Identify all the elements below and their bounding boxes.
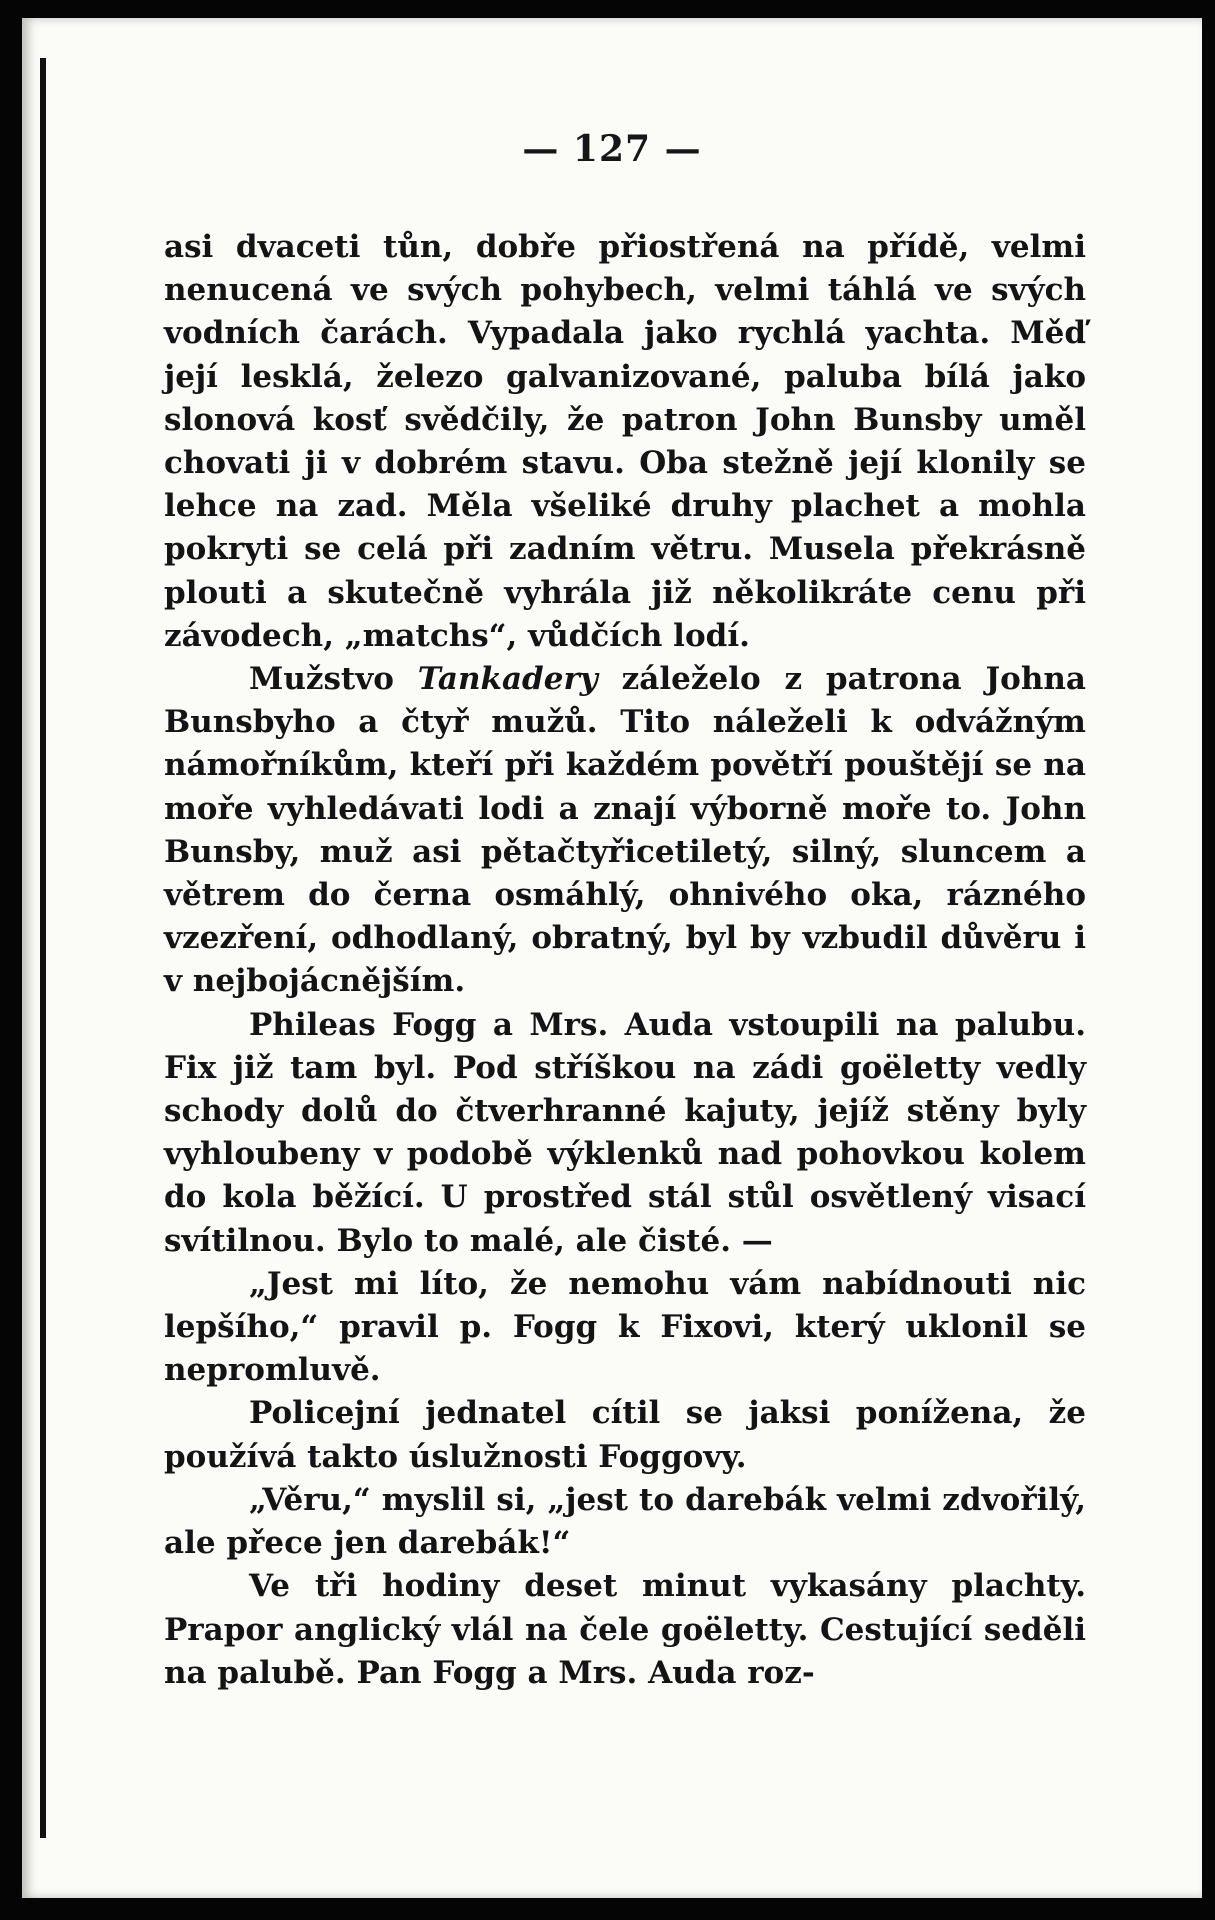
paragraph: asi dvaceti tůn, dobře přiostřená na přídě, velmi nenucená ve svých pohybech, velmi táhlá ve svých vodních čarách. Vypadala jako rychlá yachta. Měď její lesklá, železo galvanizované, paluba bílá jako slonová kosť svědčily, že patron John Bunsby uměl chovati ji v dobrém stavu. Oba stežně její klonily se lehce na zad. Měla všeliké druhy plachet a mohla pokryti se celá při zadním větru. Musela překrásně plouti a skutečně vyhrála již několikráte cenu při závodech, „matchs“, vůdčích lodí. <box>164 229 1086 654</box>
paragraph-text: záleželo z patrona Johna Bunsbyho a čtyř mužů. Tito náleželi k odvážným námořníkům, kteří při každém povětří pouštějí se na moře vyhledávati lodi a znají výborně moře to. John Bunsby, muž asi pětačtyřicetiletý, silný, sluncem a větrem do černa osmáhlý, ohnivého oka, rázného vzezření, odhodlaný, obratný, byl by vzbudil důvěru i v nejbojácnějším. <box>164 661 1086 1000</box>
paragraph-text: Mužstvo <box>249 661 418 698</box>
paragraph: Ve tři hodiny deset minut vykasány plachty. Prapor anglický vlál na čele goëletty. Cestující seděli na palubě. Pan Fogg a Mrs. Auda roz- <box>164 1568 1086 1691</box>
paragraph: „Jest mi líto, že nemohu vám nabídnouti nic lepšího,“ pravil p. Fogg k Fixovi, který uklonil se nepromluvě. <box>164 1265 1086 1389</box>
paragraph: Phileas Fogg a Mrs. Auda vstoupili na palubu. Fix již tam byl. Pod stříškou na zádi goëletty vedly schody dolů do čtverhranné kajuty, jejíž stěny byly vyhloubeny v podobě výklenků nad pohovkou kolem do kola běžící. U prostřed stál stůl osvětlený visací svítilnou. Bylo to malé, ale čisté. — <box>164 1006 1086 1259</box>
book-page <box>22 18 1202 1898</box>
body-text <box>164 226 1086 1695</box>
paragraph: Policejní jednatel cítil se jaksi ponížena, že používá takto úslužnosti Foggovy. <box>164 1395 1086 1475</box>
paragraph <box>164 658 1086 1004</box>
ship-name-italic: Tankadery <box>417 661 598 698</box>
page-number: — 127 — <box>522 128 702 170</box>
page-binding-edge <box>40 58 46 1838</box>
paragraph: „Věru,“ myslil si, „jest to darebák velmi zdvořilý, ale přece jen darebák!“ <box>164 1481 1086 1562</box>
